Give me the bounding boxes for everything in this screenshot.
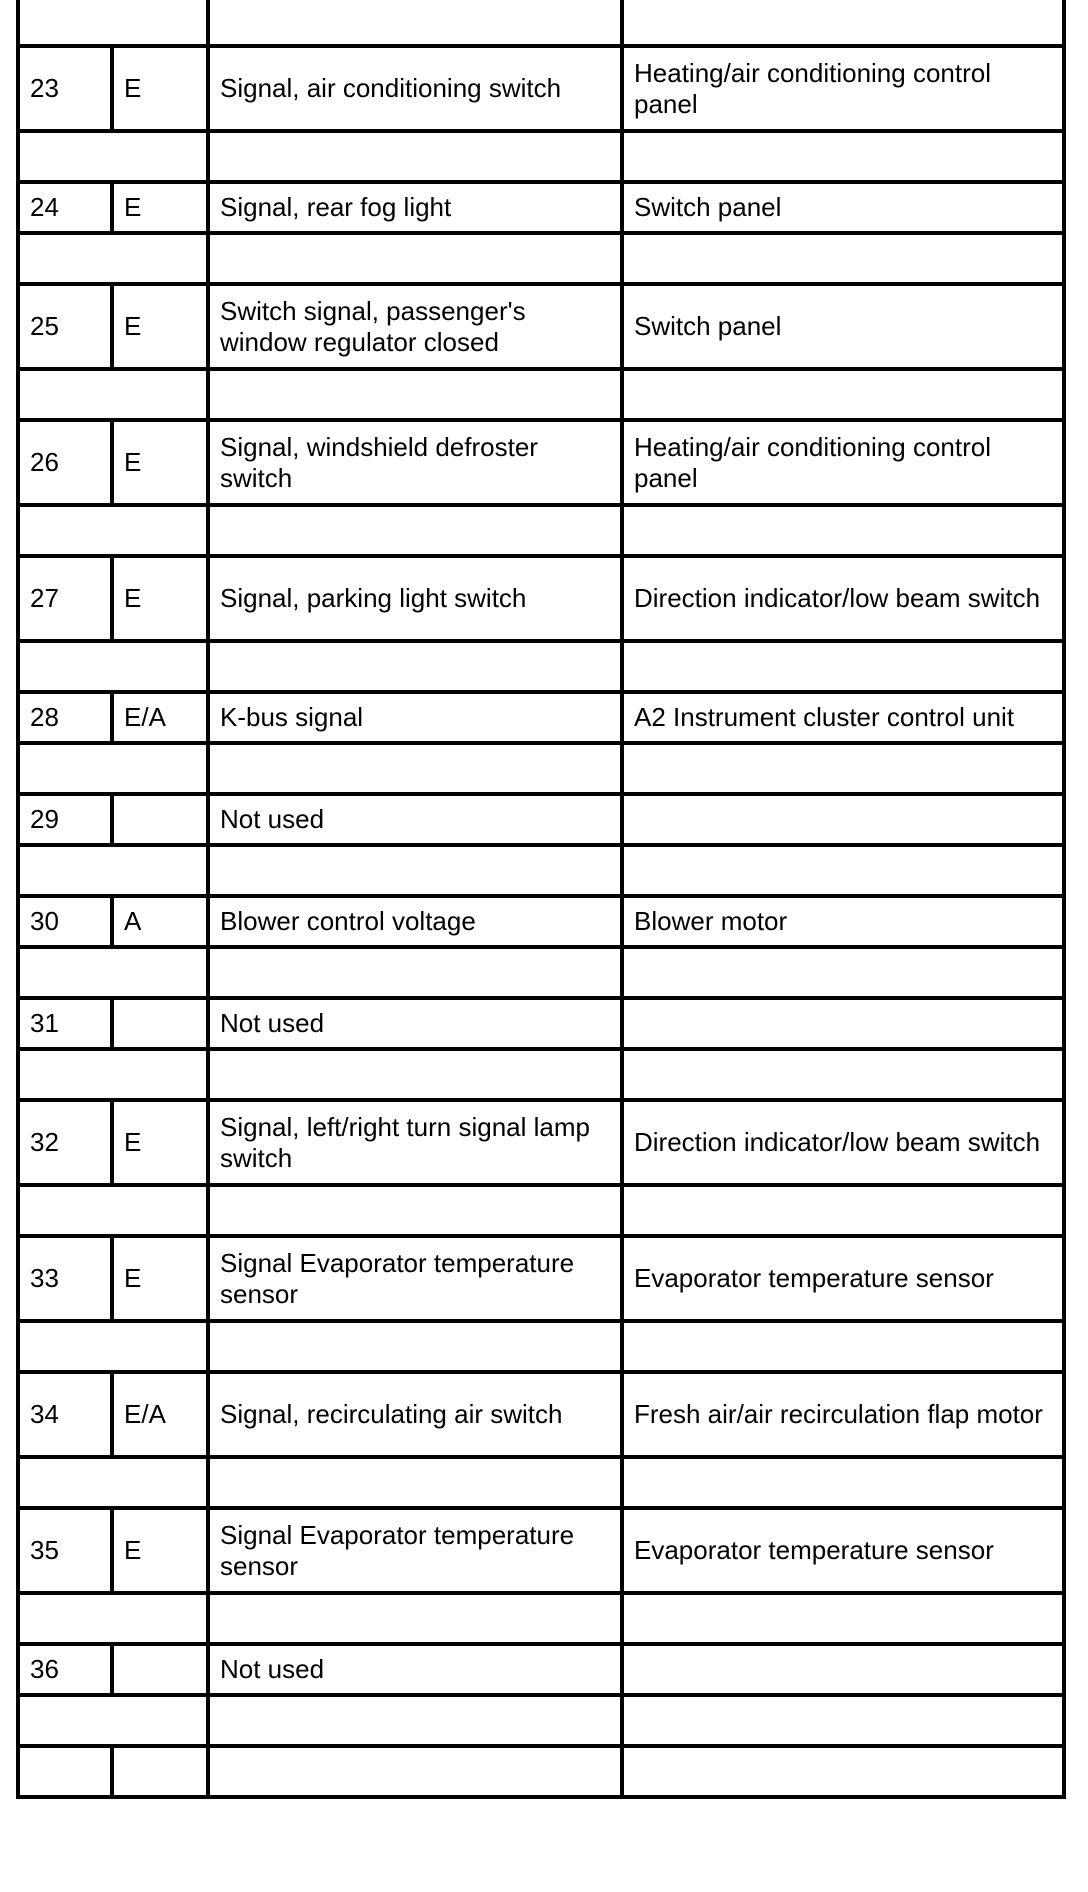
table-row: [18, 420, 1064, 505]
signal-type-cell: A: [112, 896, 208, 947]
spacer-cell: [208, 0, 622, 46]
spacer-cell: [622, 1695, 1064, 1746]
description-cell: Signal, air conditioning switch: [208, 46, 622, 131]
spacer-cell: [18, 1049, 208, 1100]
connection-cell: A2 Instrument cluster control unit: [622, 692, 1064, 743]
description-cell: Not used: [208, 794, 622, 845]
pin-number-cell: 27: [18, 556, 112, 641]
spacer-cell: [208, 1695, 622, 1746]
signal-type-cell: E: [112, 182, 208, 233]
signal-type-cell: E: [112, 1236, 208, 1321]
table-row: [18, 46, 1064, 131]
connection-cell: Heating/air conditioning control panel: [622, 420, 1064, 505]
table-row: [18, 998, 1064, 1049]
spacer-cell: [18, 505, 208, 556]
connection-cell: [622, 1746, 1064, 1797]
pin-number-cell: 35: [18, 1508, 112, 1593]
table-spacer-row: [18, 1049, 1064, 1100]
spacer-cell: [622, 641, 1064, 692]
pin-number-cell: 33: [18, 1236, 112, 1321]
description-cell: Signal, recirculating air switch: [208, 1372, 622, 1457]
spacer-cell: [18, 233, 208, 284]
pin-number-cell: 28: [18, 692, 112, 743]
table-spacer-row: [18, 1321, 1064, 1372]
table-row: [18, 182, 1064, 233]
description-cell: Switch signal, passenger's window regulator closed: [208, 284, 622, 369]
spacer-cell: [18, 845, 208, 896]
description-cell: Signal, windshield defroster switch: [208, 420, 622, 505]
table-spacer-row: [18, 233, 1064, 284]
description-cell: Signal, rear fog light: [208, 182, 622, 233]
spacer-cell: [622, 743, 1064, 794]
signal-type-cell: E: [112, 556, 208, 641]
spacer-cell: [208, 1049, 622, 1100]
table-spacer-row: [18, 641, 1064, 692]
table-spacer-row: [18, 1695, 1064, 1746]
table-spacer-row: [18, 845, 1064, 896]
signal-type-cell: [112, 1746, 208, 1797]
description-cell: Not used: [208, 1644, 622, 1695]
spacer-cell: [208, 845, 622, 896]
signal-type-cell: E: [112, 1508, 208, 1593]
spacer-cell: [622, 845, 1064, 896]
description-cell: Blower control voltage: [208, 896, 622, 947]
pin-number-cell: 23: [18, 46, 112, 131]
table-row: [18, 794, 1064, 845]
table-spacer-row: [18, 0, 1064, 46]
spacer-cell: [622, 233, 1064, 284]
spacer-cell: [18, 1185, 208, 1236]
connection-cell: Direction indicator/low beam switch: [622, 556, 1064, 641]
connection-cell: Fresh air/air recirculation flap motor: [622, 1372, 1064, 1457]
signal-type-cell: E: [112, 46, 208, 131]
spacer-cell: [18, 1593, 208, 1644]
pin-number-cell: 32: [18, 1100, 112, 1185]
table-row: [18, 556, 1064, 641]
signal-type-cell: E: [112, 420, 208, 505]
signal-type-cell: E: [112, 1100, 208, 1185]
table-row: [18, 692, 1064, 743]
connection-cell: Blower motor: [622, 896, 1064, 947]
spacer-cell: [622, 0, 1064, 46]
pin-assignment-table: [16, 0, 1066, 1799]
connection-cell: [622, 794, 1064, 845]
description-cell: Signal Evaporator temperature sensor: [208, 1508, 622, 1593]
pin-number-cell: [18, 1746, 112, 1797]
spacer-cell: [622, 131, 1064, 182]
description-cell: Signal, left/right turn signal lamp switch: [208, 1100, 622, 1185]
signal-type-cell: E/A: [112, 1372, 208, 1457]
table-spacer-row: [18, 1457, 1064, 1508]
spacer-cell: [622, 1457, 1064, 1508]
table-spacer-row: [18, 369, 1064, 420]
connection-cell: Switch panel: [622, 284, 1064, 369]
table-row: [18, 1644, 1064, 1695]
description-cell: Signal Evaporator temperature sensor: [208, 1236, 622, 1321]
spacer-cell: [18, 1321, 208, 1372]
connection-cell: Direction indicator/low beam switch: [622, 1100, 1064, 1185]
connection-cell: Evaporator temperature sensor: [622, 1236, 1064, 1321]
signal-type-cell: E/A: [112, 692, 208, 743]
spacer-cell: [208, 1185, 622, 1236]
table-row: [18, 1100, 1064, 1185]
spacer-cell: [622, 1049, 1064, 1100]
description-cell: [208, 1746, 622, 1797]
signal-type-cell: [112, 1644, 208, 1695]
table-row: [18, 1236, 1064, 1321]
spacer-cell: [18, 1457, 208, 1508]
spacer-cell: [622, 1593, 1064, 1644]
table-spacer-row: [18, 743, 1064, 794]
pin-number-cell: 29: [18, 794, 112, 845]
spacer-cell: [622, 369, 1064, 420]
pin-number-cell: 26: [18, 420, 112, 505]
spacer-cell: [622, 947, 1064, 998]
table-row: [18, 896, 1064, 947]
table-row: [18, 1746, 1064, 1797]
connection-cell: Switch panel: [622, 182, 1064, 233]
pin-number-cell: 25: [18, 284, 112, 369]
connection-cell: [622, 1644, 1064, 1695]
table-spacer-row: [18, 505, 1064, 556]
table-spacer-row: [18, 1593, 1064, 1644]
spacer-cell: [208, 505, 622, 556]
pin-number-cell: 36: [18, 1644, 112, 1695]
spacer-cell: [622, 1185, 1064, 1236]
table-spacer-row: [18, 131, 1064, 182]
spacer-cell: [18, 1695, 208, 1746]
spacer-cell: [208, 1321, 622, 1372]
signal-type-cell: [112, 794, 208, 845]
spacer-cell: [18, 947, 208, 998]
spacer-cell: [208, 1457, 622, 1508]
description-cell: K-bus signal: [208, 692, 622, 743]
table-row: [18, 1508, 1064, 1593]
signal-type-cell: [112, 998, 208, 1049]
spacer-cell: [622, 505, 1064, 556]
table-row: [18, 284, 1064, 369]
connection-cell: Heating/air conditioning control panel: [622, 46, 1064, 131]
pin-number-cell: 34: [18, 1372, 112, 1457]
table-spacer-row: [18, 947, 1064, 998]
pin-number-cell: 31: [18, 998, 112, 1049]
spacer-cell: [208, 641, 622, 692]
spacer-cell: [18, 743, 208, 794]
connection-cell: [622, 998, 1064, 1049]
connection-cell: Evaporator temperature sensor: [622, 1508, 1064, 1593]
description-cell: Not used: [208, 998, 622, 1049]
spacer-cell: [18, 369, 208, 420]
spacer-cell: [208, 1593, 622, 1644]
spacer-cell: [208, 233, 622, 284]
spacer-cell: [208, 743, 622, 794]
spacer-cell: [208, 131, 622, 182]
spacer-cell: [18, 131, 208, 182]
signal-type-cell: E: [112, 284, 208, 369]
table-row: [18, 1372, 1064, 1457]
spacer-cell: [208, 369, 622, 420]
spacer-cell: [18, 0, 208, 46]
spacer-cell: [18, 641, 208, 692]
spacer-cell: [622, 1321, 1064, 1372]
spacer-cell: [208, 947, 622, 998]
pin-number-cell: 30: [18, 896, 112, 947]
pin-number-cell: 24: [18, 182, 112, 233]
description-cell: Signal, parking light switch: [208, 556, 622, 641]
table-spacer-row: [18, 1185, 1064, 1236]
